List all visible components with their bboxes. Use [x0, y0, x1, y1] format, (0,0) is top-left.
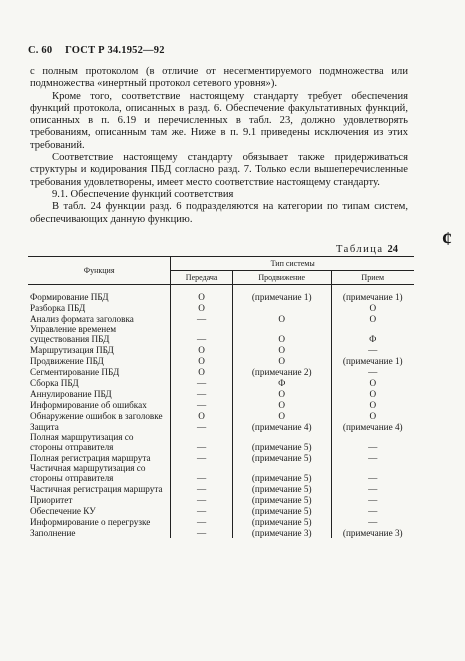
column-header-transmit: Передача [171, 271, 233, 285]
table-row [28, 324, 414, 344]
receive-cell: — [368, 442, 378, 452]
transmit-cell: — [171, 324, 233, 344]
table-row [28, 527, 414, 538]
table-row [28, 377, 414, 388]
receive-cell: O [369, 389, 377, 399]
function-cell: Маршрутизация ПБД [28, 344, 171, 355]
column-header-forward: Продвижение [232, 271, 331, 285]
forward-cell [232, 302, 331, 313]
function-cell: Приоритет [28, 494, 171, 505]
table-row [28, 494, 414, 505]
transmit-cell: — [171, 452, 233, 463]
table-row [28, 344, 414, 355]
function-cell: Управление временем существования ПБД [28, 324, 171, 344]
section-heading: 9.1. Обеспечение функций соответствия [52, 188, 234, 200]
function-cell: Формирование ПБД [28, 285, 171, 303]
forward-cell: (примечание 1) [232, 285, 331, 303]
receive-cell: — [368, 345, 378, 355]
table-body [28, 285, 414, 539]
table-row [28, 399, 414, 410]
forward-cell: (примечание 5) [232, 432, 331, 452]
receive-cell: O [369, 303, 377, 313]
function-cell: Продвижение ПБД [28, 355, 171, 366]
table-row [28, 421, 414, 432]
table-row [28, 355, 414, 366]
table-row [28, 366, 414, 377]
table-caption [336, 244, 398, 255]
transmit-cell: — [171, 432, 233, 452]
receive-cell: O [369, 314, 377, 324]
function-cell: Сегментирование ПБД [28, 366, 171, 377]
column-header-function: Функция [28, 257, 171, 285]
table-row [28, 432, 414, 452]
transmit-cell: — [171, 505, 233, 516]
transmit-cell: O [171, 285, 233, 303]
receive-cell: — [368, 517, 378, 527]
transmit-cell: O [171, 344, 233, 355]
function-cell: Анализ формата заголовка [28, 313, 171, 324]
table-row [28, 285, 414, 303]
transmit-cell: O [171, 410, 233, 421]
function-cell: Сборка ПБД [28, 377, 171, 388]
forward-cell: O [232, 344, 331, 355]
function-cell: Обеспечение КУ [28, 505, 171, 516]
forward-cell: (примечание 5) [232, 494, 331, 505]
forward-cell: O [232, 324, 331, 344]
forward-cell: (примечание 5) [232, 505, 331, 516]
transmit-cell: — [171, 483, 233, 494]
receive-cell: O [369, 400, 377, 410]
forward-cell: (примечание 4) [232, 421, 331, 432]
receive-cell: O [369, 378, 377, 388]
table-row [28, 463, 414, 483]
transmit-cell: O [171, 355, 233, 366]
transmit-cell: — [171, 313, 233, 324]
transmit-cell: O [171, 302, 233, 313]
transmit-cell: — [171, 399, 233, 410]
function-cell: Полная маршрутизация со стороны отправителя [28, 432, 171, 452]
page-number: С. 60 [28, 45, 53, 56]
receive-cell: (примечание 4) [342, 422, 403, 432]
transmit-cell: — [171, 421, 233, 432]
forward-cell: (примечание 3) [232, 527, 331, 538]
forward-cell: O [232, 388, 331, 399]
table-caption-number: 24 [387, 244, 399, 255]
page-header [28, 45, 175, 56]
receive-cell: Ф [369, 334, 377, 344]
receive-cell: — [368, 495, 378, 505]
function-cell: Полная регистрация маршрута [28, 452, 171, 463]
transmit-cell: O [171, 366, 233, 377]
receive-cell: — [368, 506, 378, 516]
function-cell: Обнаружение ошибок в заголовке [28, 410, 171, 421]
functions-table [28, 256, 414, 538]
table-row [28, 516, 414, 527]
receive-cell: — [368, 367, 378, 377]
receive-cell: — [368, 484, 378, 494]
forward-cell: Ф [232, 377, 331, 388]
transmit-cell: — [171, 527, 233, 538]
transmit-cell: — [171, 377, 233, 388]
table-row [28, 388, 414, 399]
forward-cell: O [232, 313, 331, 324]
table-row [28, 313, 414, 324]
receive-cell: (примечание 3) [342, 528, 403, 538]
function-cell: Информирование об ошибках [28, 399, 171, 410]
receive-cell: (примечание 1) [342, 356, 403, 366]
paragraph: Соответствие настоящему стандарту обязывает также придерживаться структуры и кодирования ПБД согласно разд. 7. Только если вышеперечисленные требования удовлетворены, имеет место соответствие настоящему стандарту. [30, 152, 408, 188]
standard-id: ГОСТ Р 34.1952—92 [65, 45, 165, 56]
column-header-receive: Прием [331, 271, 414, 285]
function-cell: Разборка ПБД [28, 302, 171, 313]
function-cell: Частичная регистрация маршрута [28, 483, 171, 494]
forward-cell: O [232, 399, 331, 410]
forward-cell: (примечание 5) [232, 452, 331, 463]
column-group-system-type: Тип системы [171, 257, 414, 271]
table-row [28, 410, 414, 421]
forward-cell: (примечание 5) [232, 516, 331, 527]
forward-cell: O [232, 410, 331, 421]
receive-cell: — [368, 473, 378, 483]
function-cell: Информирование о перегрузке [28, 516, 171, 527]
transmit-cell: — [171, 388, 233, 399]
table-row [28, 302, 414, 313]
table-row [28, 483, 414, 494]
receive-cell: — [368, 453, 378, 463]
forward-cell: (примечание 5) [232, 463, 331, 483]
table-caption-word: Таблица [336, 244, 384, 255]
transmit-cell: — [171, 494, 233, 505]
receive-cell: O [369, 411, 377, 421]
paragraph: Кроме того, соответствие настоящему стандарту требует обеспечения функций протокола, описанных в разд. 6. Обеспечение факультативных функций, описанных в п. 6.19 и перечисленных в табл. 23, должно удовлетворять требованиям, описанным там же. Ниже в п. 9.1 приведены исключения из этих требований. [30, 90, 408, 151]
function-cell: Защита [28, 421, 171, 432]
margin-mark: ¢ [442, 228, 452, 250]
function-cell: Аннулирование ПБД [28, 388, 171, 399]
body-text [30, 66, 408, 226]
function-cell: Заполнение [28, 527, 171, 538]
function-cell: Частичная маршрутизация со стороны отправителя [28, 463, 171, 483]
forward-cell: (примечание 2) [232, 366, 331, 377]
table-row [28, 505, 414, 516]
table-row [28, 452, 414, 463]
transmit-cell: — [171, 516, 233, 527]
paragraph: В табл. 24 функции разд. 6 подразделяются на категории по типам систем, обеспечивающих данную функцию. [30, 201, 408, 225]
transmit-cell: — [171, 463, 233, 483]
forward-cell: O [232, 355, 331, 366]
receive-cell: (примечание 1) [342, 292, 403, 302]
forward-cell: (примечание 5) [232, 483, 331, 494]
paragraph: с полным протоколом (в отличие от несегментируемого подмножества или подмножества «инертный протокол сетевого уровня»). [30, 66, 408, 90]
